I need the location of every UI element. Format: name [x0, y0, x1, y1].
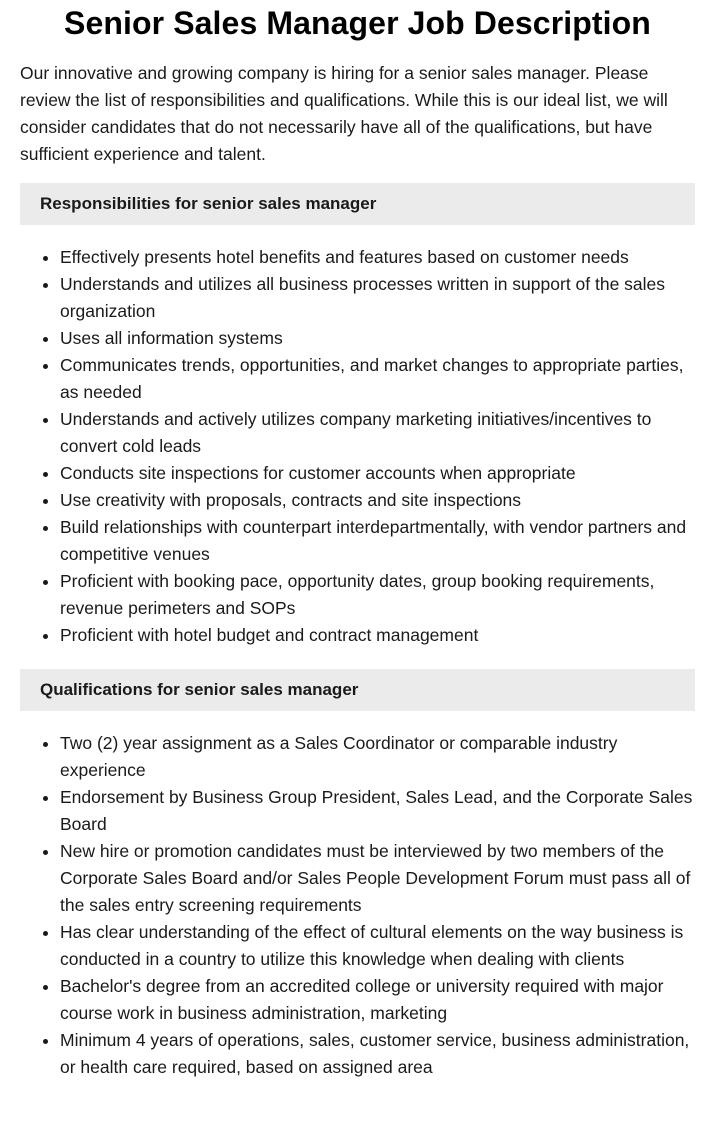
list-item: • Understands and utilizes all business processes written in support of the sales organization [60, 271, 695, 325]
list-item: • Bachelor's degree from an accredited college or university required with major course work in business administration, marketing [60, 973, 695, 1027]
page-title: Senior Sales Manager Job Description [64, 5, 651, 41]
list-item: • Proficient with hotel budget and contract management [60, 622, 695, 649]
list-item: • Understands and actively utilizes company marketing initiatives/incentives to convert cold leads [60, 406, 695, 460]
qualifications-heading: Qualifications for senior sales manager [20, 669, 695, 711]
responsibilities-list [20, 244, 695, 649]
list-item: • Endorsement by Business Group President, Sales Lead, and the Corporate Sales Board [60, 784, 695, 838]
list-item: • Conducts site inspections for customer accounts when appropriate [60, 460, 695, 487]
list-item: • Communicates trends, opportunities, and market changes to appropriate parties, as needed [60, 352, 695, 406]
list-item: • Proficient with booking pace, opportunity dates, group booking requirements, revenue perimeters and SOPs [60, 568, 695, 622]
list-item: • Effectively presents hotel benefits and features based on customer needs [60, 244, 695, 271]
list-item: • Two (2) year assignment as a Sales Coordinator or comparable industry experience [60, 730, 695, 784]
list-item: • Has clear understanding of the effect of cultural elements on the way business is conducted in a country to utilize this knowledge when dealing with clients [60, 919, 695, 973]
qualifications-list [20, 730, 695, 1081]
intro-paragraph: Our innovative and growing company is hiring for a senior sales manager. Please review the list of responsibilities and qualifications. While this is our ideal list, we will consider candidates that do not necessarily have all of the qualifications, but have sufficient experience and talent. [20, 63, 668, 164]
list-item: • Minimum 4 years of operations, sales, customer service, business administration, or health care required, based on assigned area [60, 1027, 695, 1081]
list-item: • New hire or promotion candidates must be interviewed by two members of the Corporate Sales Board and/or Sales People Development Forum must pass all of the sales entry screening requirements [60, 838, 695, 919]
list-item: • Build relationships with counterpart interdepartmentally, with vendor partners and competitive venues [60, 514, 695, 568]
list-item: • Uses all information systems [60, 325, 695, 352]
list-item: • Use creativity with proposals, contracts and site inspections [60, 487, 695, 514]
responsibilities-heading: Responsibilities for senior sales manager [20, 183, 695, 225]
